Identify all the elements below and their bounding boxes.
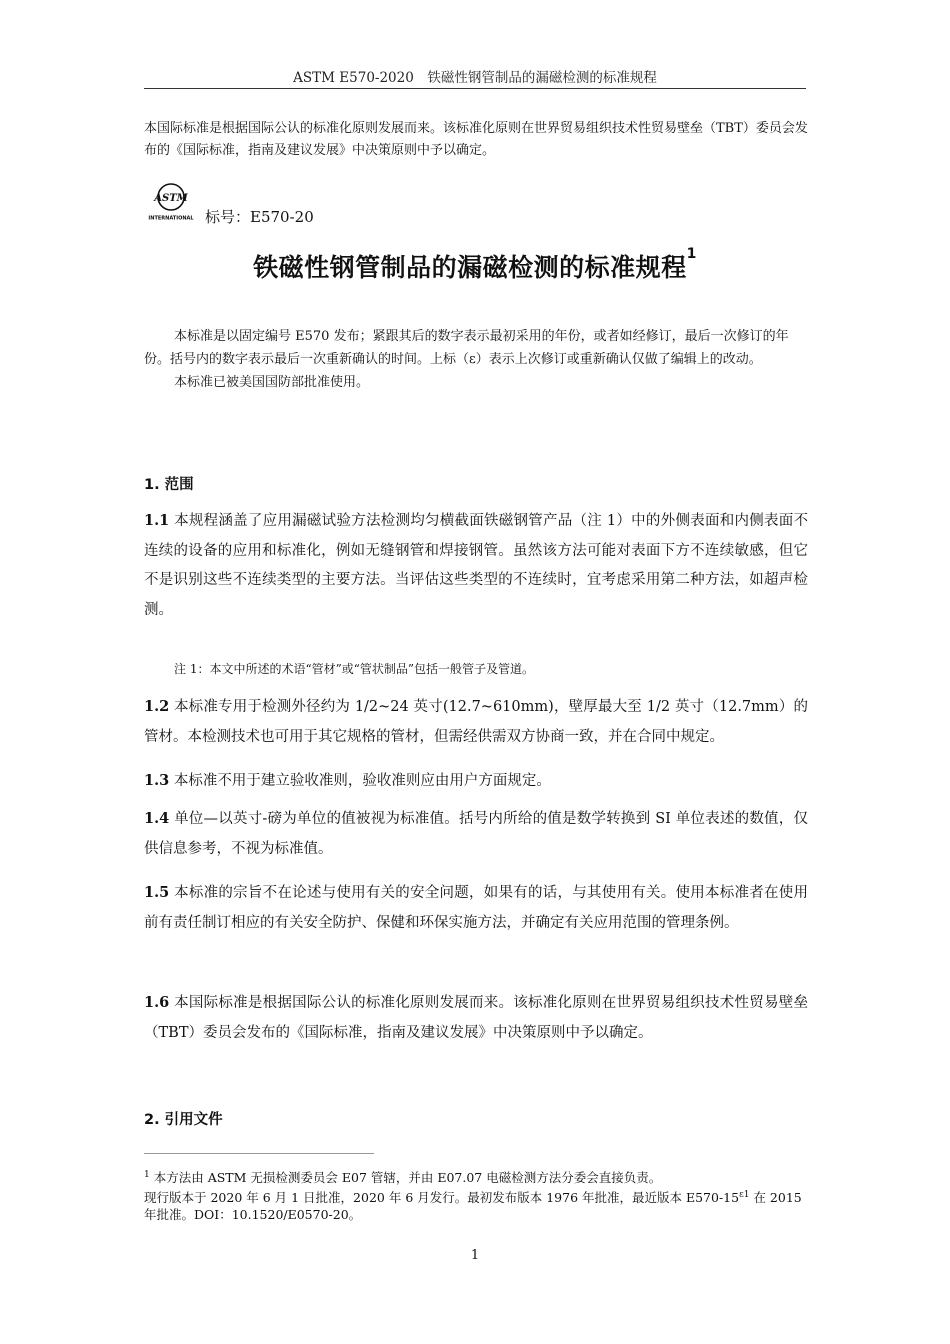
designation: 标号：E570-20 [205,208,314,226]
footnote [144,1167,808,1224]
standard-note-p1: 本标准是以固定编号 E570 发布；紧跟其后的数字表示最初采用的年份，或者如经修订，最后一次修订的年份。括号内的数字表示最后一次重新确认的时间。上标（ε）表示上次修订或重新确认仅做了编辑上的改动。 [144,329,789,367]
title-text: 铁磁性钢管制品的漏磁检测的标准规程 [253,253,687,282]
clause-1-5: 1.5 本标准的宗旨不在论述与使用有关的安全问题，如果有的话，与其使用有关。使用本标准者在使用前有责任制订相应的有关安全防护、保健和环保实施方法，并确定有关应用范围的管理条例。 [144,884,808,931]
note-1: 注 1：本文中所述的术语“管材”或“管状制品”包括一般管子及管道。 [174,662,534,676]
clause-1-1: 1.1 本规程涵盖了应用漏磁试验方法检测均匀横截面铁磁钢管产品（注 1）中的外侧表面和内侧表面不连续的设备的应用和标准化，例如无缝钢管和焊接钢管。虽然该方法可能对表面下方不连续敏感，但它不是识别这些不连续类型的主要方法。当评估这些类型的不连续时，宜考虑采用第二种方法，如超声检测。 [144,512,808,618]
document-title [144,248,806,284]
clause-1-4: 1.4 单位—以英寸-磅为单位的值被视为标准值。括号内所给的值是数学转换到 SI 单位表述的数值，仅供信息参考，不视为标准值。 [144,810,809,857]
clause-number: 1.2 [144,698,170,715]
logo-text: INTERNATIONAL [148,215,194,222]
footnote-line-1: $^1$ 本方法由 ASTM 无损检测委员会 E07 管辖，并由 E07.07 电磁检测方法分委会直接负责。 [144,1170,662,1186]
running-header: ASTM E570-2020 铁磁性钢管制品的漏磁检测的标准规程 [293,70,657,86]
clause-1-3: 1.3 本标准不用于建立验收准则，验收准则应由用户方面规定。 [144,772,551,789]
header-rule [144,88,806,89]
standard-note [144,325,808,394]
standard-note-p2: 本标准已被美国国防部批准使用。 [174,375,370,390]
intro-paragraph: 本国际标准是根据国际公认的标准化原则发展而来。该标准化原则在世界贸易组织技术性贸易壁垒（TBT）委员会发布的《国际标准，指南及建议发展》中决策原则中予以确定。 [144,121,808,158]
logo-mark: ASTM [154,193,188,204]
clause-number: 1.4 [144,810,170,827]
clause-1-2: 1.2 本标准专用于检测外径约为 1/2~24 英寸(12.7~610mm)，壁厚最大至 1/2 英寸（12.7mm）的管材。本检测技术也可用于其它规格的管材，但需经供需双方协商一致，并在合同中规定。 [144,698,808,745]
clause-1-6: 1.6 本国际标准是根据国际公认的标准化原则发展而来。该标准化原则在世界贸易组织技术性贸易壁垒（TBT）委员会发布的《国际标准，指南及建议发展》中决策原则中予以确定。 [144,994,808,1041]
section-2-heading: 2. 引用文件 [144,1112,223,1128]
clause-number: 1.6 [144,994,170,1011]
footnote-rule [144,1153,374,1154]
page-number: 1 [470,1248,480,1263]
title-footnote-ref[interactable]: 1 [686,246,697,262]
section-1-heading: 1. 范围 [144,477,194,493]
clause-number: 1.5 [144,884,170,901]
footnote-line-2: 现行版本于 2020 年 6 月 1 日批准，2020 年 6 月发行。最初发布版本 1976 年批准，最近版本 $E570-15^{\varepsilon 1}$ 在 2015 年批准。DOI：10.1520/E0570-20。 [144,1189,802,1223]
clause-number: 1.1 [144,512,170,529]
astm-logo-icon [146,182,196,222]
clause-number: 1.3 [144,772,170,789]
footnote-mark: 1 [144,1170,150,1180]
